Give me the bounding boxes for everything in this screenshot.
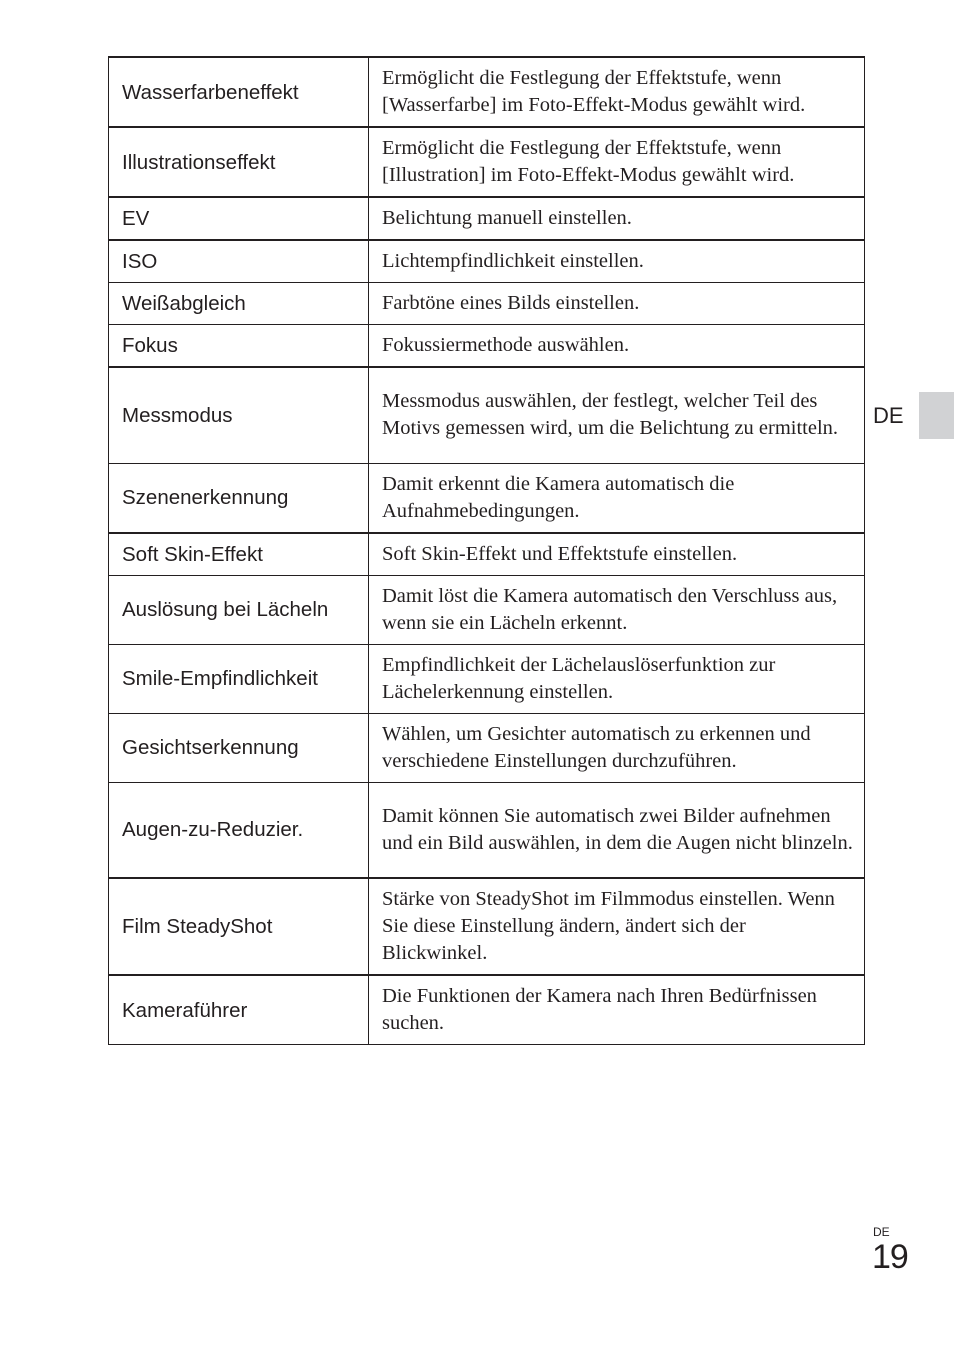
- setting-description: Die Funktionen der Kamera nach Ihren Bedürfnissen suchen.: [369, 975, 865, 1045]
- language-tab-marker: [919, 392, 954, 439]
- setting-description: Ermöglicht die Festlegung der Effektstufe, wenn [Wasserfarbe] im Foto-Effekt-Modus gewählt wird.: [369, 57, 865, 127]
- table-row: [109, 878, 865, 975]
- table-row: [109, 325, 865, 368]
- setting-term: Film SteadyShot: [109, 878, 369, 975]
- setting-description: Farbtöne eines Bilds einstellen.: [369, 283, 865, 325]
- setting-term: Wasserfarbeneffekt: [109, 57, 369, 127]
- table-row: [109, 644, 865, 713]
- table-row: [109, 975, 865, 1045]
- setting-description: Empfindlichkeit der Lächelauslöserfunktion zur Lächelerkennung einstellen.: [369, 644, 865, 713]
- setting-description: Fokussiermethode auswählen.: [369, 325, 865, 368]
- setting-term: Augen-zu-Reduzier.: [109, 782, 369, 878]
- setting-term: Szenenerkennung: [109, 463, 369, 533]
- setting-term: Weißabgleich: [109, 283, 369, 325]
- setting-term: EV: [109, 197, 369, 240]
- table-row: [109, 367, 865, 463]
- setting-term: ISO: [109, 240, 369, 283]
- setting-description: Wählen, um Gesichter automatisch zu erkennen und verschiedene Einstellungen durchzuführen.: [369, 713, 865, 782]
- table-row: [109, 283, 865, 325]
- setting-term: Gesichtserkennung: [109, 713, 369, 782]
- setting-term: Fokus: [109, 325, 369, 368]
- language-label: DE: [873, 403, 904, 428]
- setting-term: Smile-Empfindlichkeit: [109, 644, 369, 713]
- settings-table: [108, 56, 865, 1045]
- table-row: [109, 463, 865, 533]
- setting-description: Damit löst die Kamera automatisch den Verschluss aus, wenn sie ein Lächeln erkennt.: [369, 575, 865, 644]
- table-row: [109, 240, 865, 283]
- setting-term: Messmodus: [109, 367, 369, 463]
- setting-description: Soft Skin-Effekt und Effektstufe einstellen.: [369, 533, 865, 576]
- table-row: [109, 57, 865, 127]
- table-row: [109, 575, 865, 644]
- setting-term: Auslösung bei Lächeln: [109, 575, 369, 644]
- table-row: [109, 127, 865, 197]
- setting-description: Lichtempfindlichkeit einstellen.: [369, 240, 865, 283]
- table-row: [109, 533, 865, 576]
- page-number: 19: [872, 1238, 908, 1276]
- setting-description: Ermöglicht die Festlegung der Effektstufe, wenn [Illustration] im Foto-Effekt-Modus gewählt wird.: [369, 127, 865, 197]
- setting-term: Kameraführer: [109, 975, 369, 1045]
- setting-description: Damit erkennt die Kamera automatisch die Aufnahmebedingungen.: [369, 463, 865, 533]
- table-row: [109, 713, 865, 782]
- setting-description: Belichtung manuell einstellen.: [369, 197, 865, 240]
- table-row: [109, 197, 865, 240]
- setting-term: Illustrationseffekt: [109, 127, 369, 197]
- setting-term: Soft Skin-Effekt: [109, 533, 369, 576]
- page-language: DE: [873, 1225, 890, 1239]
- setting-description: Stärke von SteadyShot im Filmmodus einstellen. Wenn Sie diese Einstellung ändern, ändert sich der Blickwinkel.: [369, 878, 865, 975]
- setting-description: Damit können Sie automatisch zwei Bilder aufnehmen und ein Bild auswählen, in dem die Augen nicht blinzeln.: [369, 782, 865, 878]
- setting-description: Messmodus auswählen, der festlegt, welcher Teil des Motivs gemessen wird, um die Belichtung zu ermitteln.: [369, 367, 865, 463]
- table-row: [109, 782, 865, 878]
